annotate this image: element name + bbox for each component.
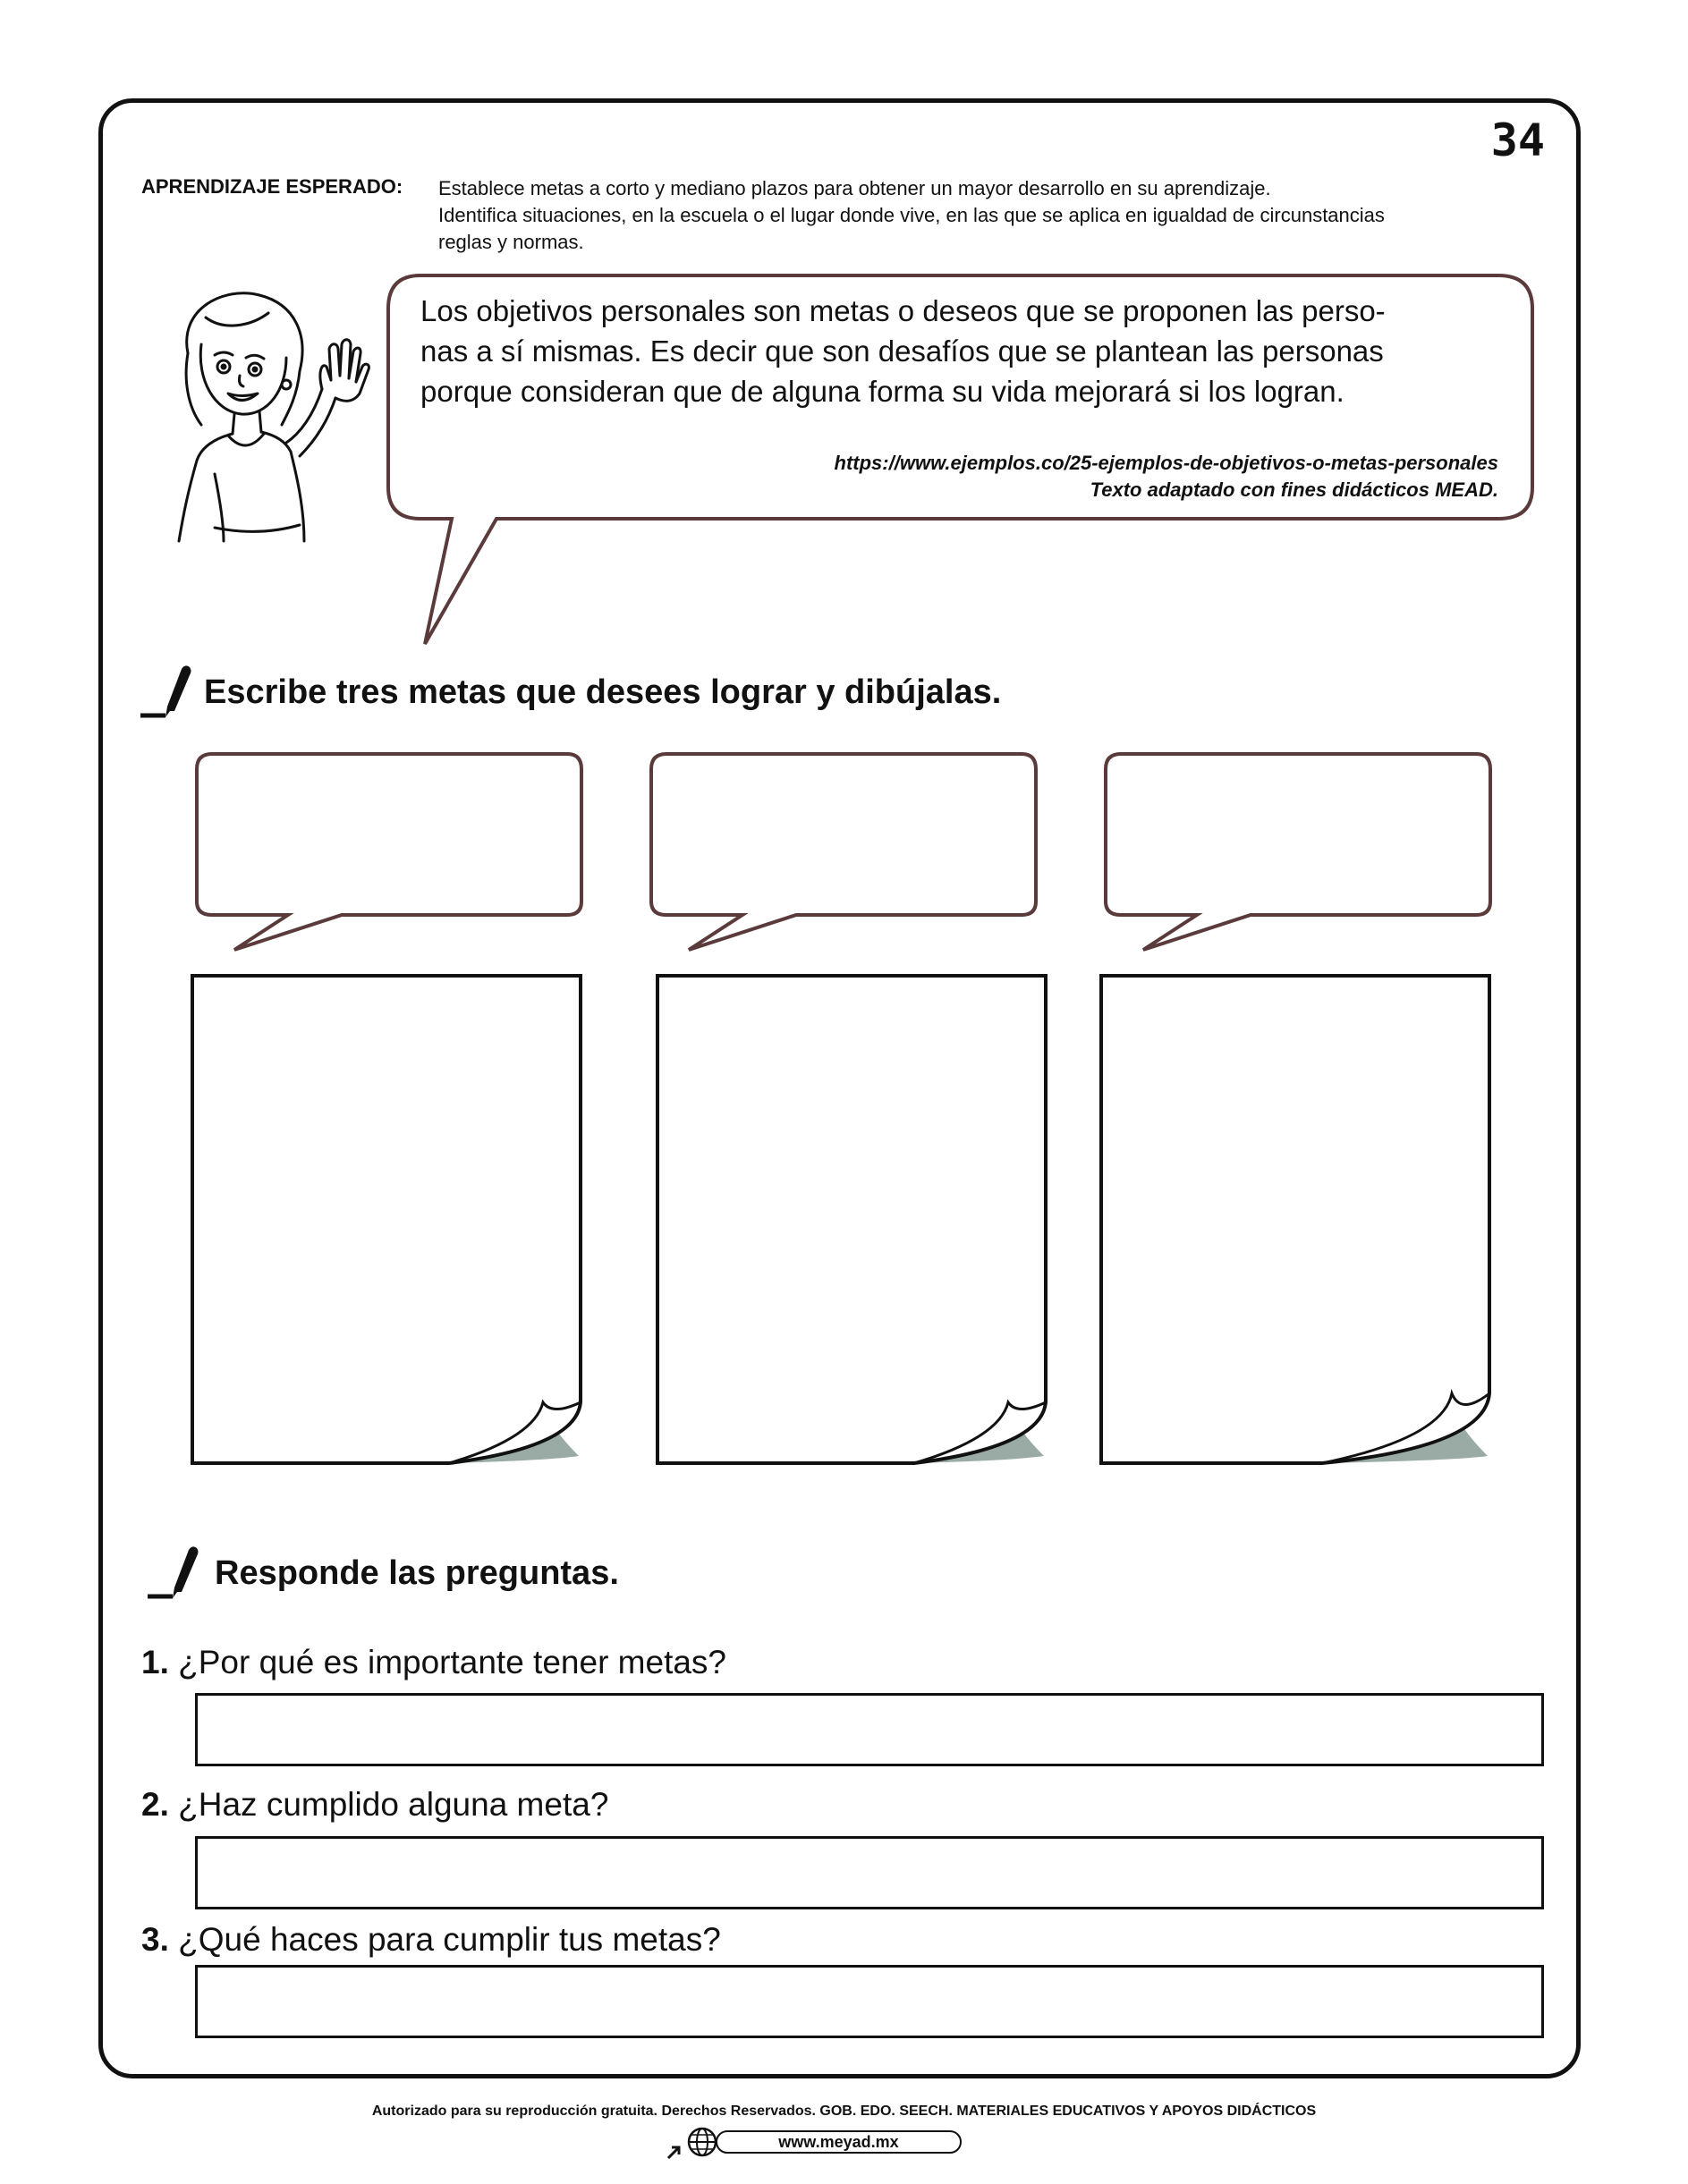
definition-line: nas a sí mismas. Es decir que son desafíos que se plantean las personas: [420, 334, 1384, 368]
aprendizaje-line: Establece metas a corto y mediano plazos para obtener un mayor desarrollo en su aprendizaje.: [438, 177, 1271, 199]
aprendizaje-text: [438, 175, 1512, 256]
footer-url[interactable]: www.meyad.mx: [716, 2130, 962, 2154]
question-text: ¿Qué haces para cumplir tus metas?: [178, 1921, 721, 1958]
question-text: ¿Haz cumplido alguna meta?: [178, 1786, 609, 1823]
footer-notice: Autorizado para su reproducción gratuita. Derechos Reservados. GOB. EDO. SEECH. MATERIALES EDUCATIVOS Y APOYOS DIDÁCTICOS: [371, 2104, 1317, 2119]
question-1: [141, 1644, 726, 1681]
drawing-box-2[interactable]: [655, 973, 1066, 1474]
activity1-instruction: Escribe tres metas que desees lograr y dibújalas.: [204, 673, 1002, 711]
goal-bubble-1[interactable]: [190, 751, 592, 957]
girl-illustration: [152, 282, 376, 546]
answer-field-2[interactable]: [195, 1836, 1544, 1909]
aprendizaje-label: APRENDIZAJE ESPERADO:: [141, 175, 403, 198]
activity2-instruction: Responde las preguntas.: [215, 1554, 619, 1592]
globe-icon: [666, 2124, 720, 2160]
drawing-box-1[interactable]: [190, 973, 601, 1474]
definition-line: Los objetivos personales son metas o deseos que se proponen las perso-: [420, 294, 1386, 327]
aprendizaje-line: Identifica situaciones, en la escuela o el lugar donde vive, en las que se aplica en igualdad de circunstancias: [438, 204, 1385, 226]
question-number: 2.: [141, 1786, 169, 1823]
drawing-box-3[interactable]: [1098, 973, 1510, 1474]
answer-field-1[interactable]: [195, 1693, 1544, 1766]
page-number: 34: [1490, 114, 1545, 166]
pencil-icon: [146, 1543, 199, 1601]
definition-text: [420, 291, 1512, 411]
pencil-icon: [139, 662, 192, 720]
question-number: 3.: [141, 1921, 169, 1958]
source-note: Texto adaptado con fines didácticos MEAD.: [1090, 478, 1498, 501]
definition-line: porque consideran que de alguna forma su vida mejorará si los logran.: [420, 375, 1344, 408]
goal-bubble-2[interactable]: [644, 751, 1047, 957]
aprendizaje-line: reglas y normas.: [438, 231, 584, 253]
source-citation: [835, 450, 1498, 504]
question-3: [141, 1921, 721, 1959]
source-url: https://www.ejemplos.co/25-ejemplos-de-objetivos-o-metas-personales: [834, 452, 1498, 474]
question-text: ¿Por qué es importante tener metas?: [178, 1644, 727, 1680]
goal-bubble-3[interactable]: [1098, 751, 1501, 957]
question-2: [141, 1786, 608, 1824]
question-number: 1.: [141, 1644, 169, 1680]
answer-field-3[interactable]: [195, 1965, 1544, 2038]
